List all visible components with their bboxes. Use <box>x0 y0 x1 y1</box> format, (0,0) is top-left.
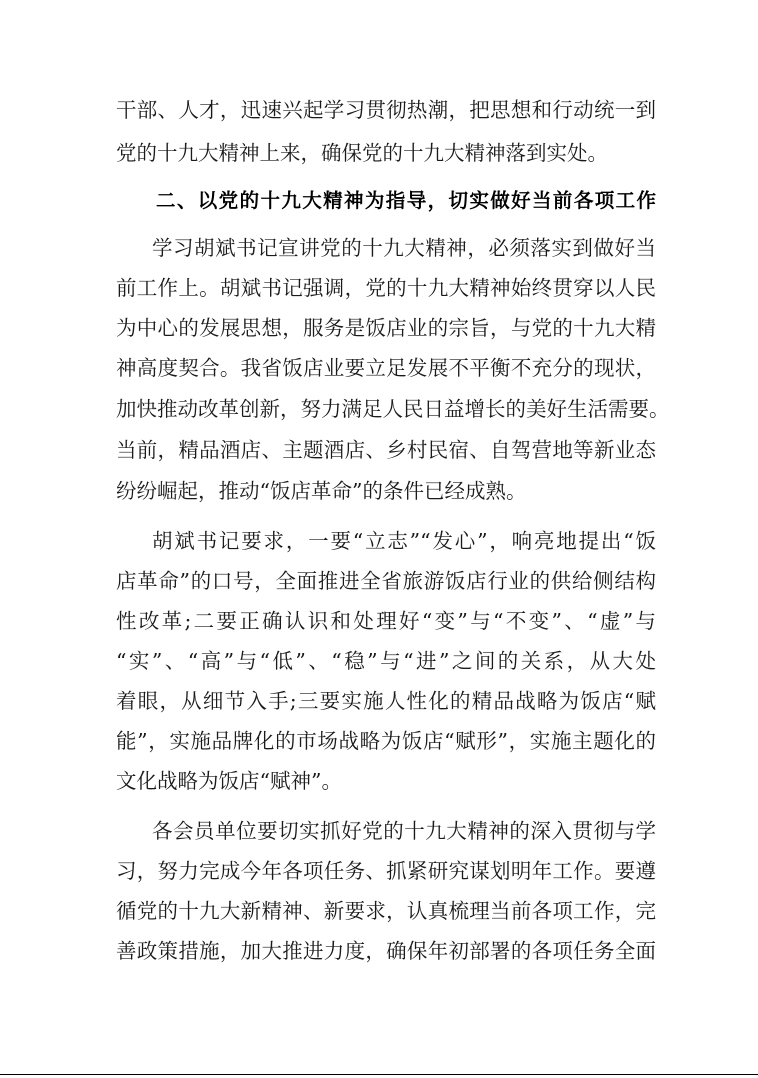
text-line: 性改革;二要正确认识和处理好“变”与“不变”、“虚”与 <box>116 609 656 633</box>
text-line: 各会员单位要切实抓好党的十九大精神的深入贯彻与学 <box>152 819 656 843</box>
text-line: “实”、“高”与“低”、“稳”与“进”之间的关系，从大处 <box>116 649 656 673</box>
section-heading: 二、以党的十九大精神为指导，切实做好当前各项工作 <box>156 189 656 212</box>
text-line: 前工作上。胡斌书记强调，党的十九大精神始终贯穿以人民 <box>116 276 656 300</box>
text-line: 店革命”的口号，全面推进全省旅游饭店行业的供给侧结构 <box>116 569 656 593</box>
text-line: 加快推动改革创新，努力满足人民日益增长的美好生活需要。 <box>116 397 670 421</box>
text-line: 着眼，从细节入手;三要实施人性化的精品战略为饭店“赋 <box>116 689 656 713</box>
text-line: 神高度契合。我省饭店业要立足发展不平衡不充分的现状， <box>116 356 656 380</box>
text-line: 善政策措施，加大推进力度，确保年初部署的各项任务全面 <box>116 939 656 963</box>
text-line: 学习胡斌书记宣讲党的十九大精神，必须落实到做好当 <box>152 236 656 260</box>
text-line: 文化战略为饭店“赋神”。 <box>116 769 342 793</box>
text-line: 干部、人才，迅速兴起学习贯彻热潮，把思想和行动统一到 <box>116 98 656 122</box>
text-line: 当前，精品酒店、主题酒店、乡村民宿、自驾营地等新业态 <box>116 438 656 462</box>
text-line: 循党的十九大新精神、新要求，认真梳理当前各项工作，完 <box>116 899 656 923</box>
text-line: 党的十九大精神上来，确保党的十九大精神落到实处。 <box>116 141 608 165</box>
page-bottom-rule <box>0 1074 758 1075</box>
text-line: 习，努力完成今年各项任务、抓紧研究谋划明年工作。要遵 <box>116 859 656 883</box>
text-line: 胡斌书记要求，一要“立志”“发心”，响亮地提出“饭 <box>152 529 656 553</box>
text-line: 为中心的发展思想，服务是饭店业的宗旨，与党的十九大精 <box>116 316 656 340</box>
text-line: 纷纷崛起，推动“饭店革命”的条件已经成熟。 <box>116 479 527 503</box>
text-line: 能”，实施品牌化的市场战略为饭店“赋形”，实施主题化的 <box>116 729 656 753</box>
